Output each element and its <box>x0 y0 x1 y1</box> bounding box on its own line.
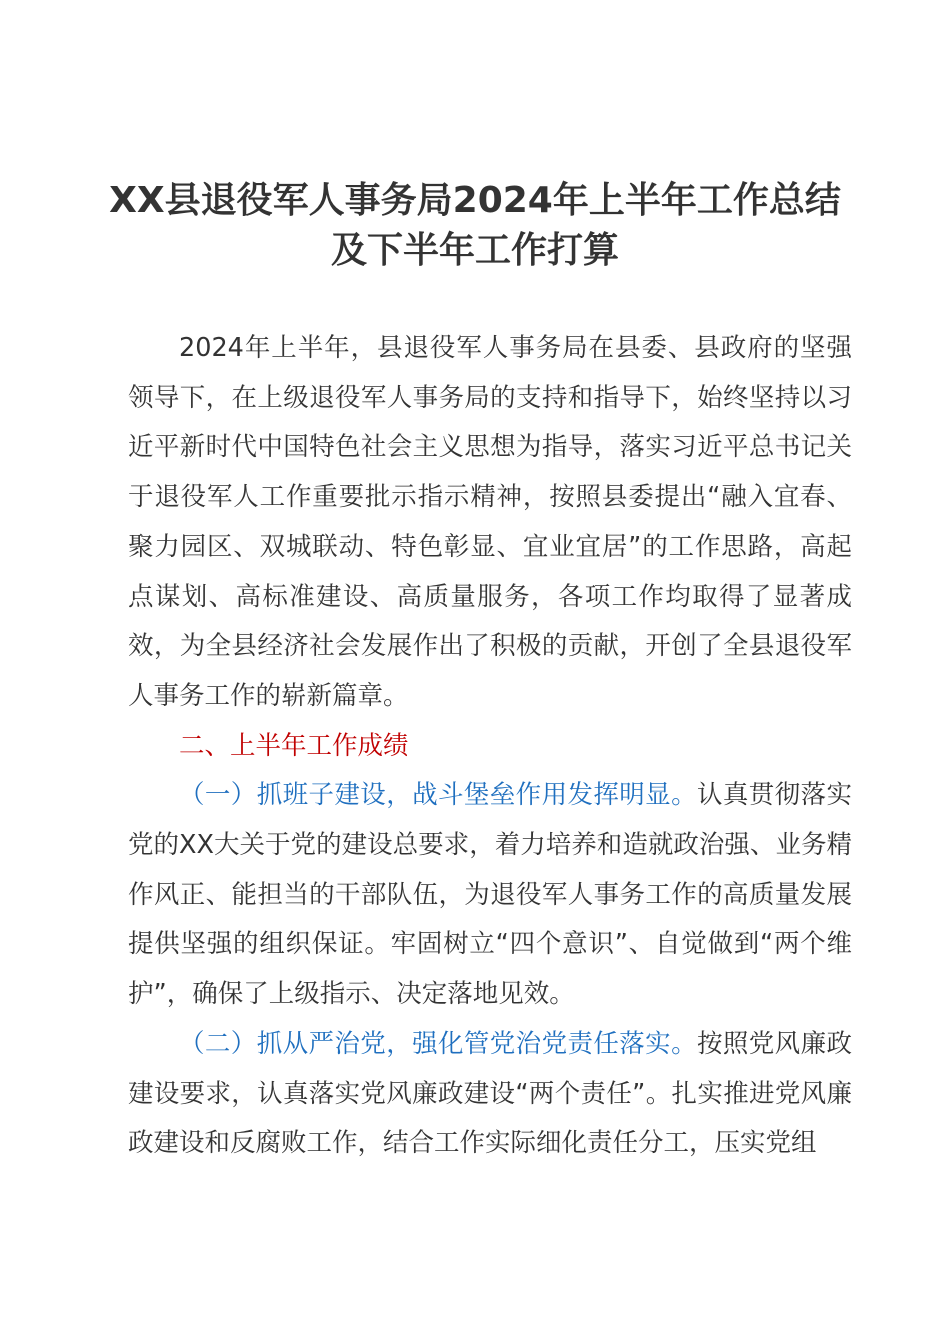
section-heading: 二、上半年工作成绩 <box>179 730 409 761</box>
document-body <box>128 324 852 1169</box>
item-1-paragraph <box>128 771 852 1020</box>
intro-paragraph: 2024年上半年，县退役军人事务局在县委、县政府的坚强领导下，在上级退役军人事务局的支持和指导下，始终坚持以习近平新时代中国特色社会主义思想为指导，落实习近平总书记关于退役军人工作重要批示指示精神，按照县委提出“融入宜春、聚力园区、双城联动、特色彰显、宜业宜居”的工作思路，高起点谋划、高标准建设、高质量服务，各项工作均取得了显著成效，为全县经济社会发展作出了积极的贡献，开创了全县退役军人事务工作的崭新篇章。 <box>128 333 852 711</box>
item-2-heading: （二）抓从严治党，强化管党治党责任落实。 <box>179 1028 697 1059</box>
item-2-paragraph <box>128 1020 852 1169</box>
section-heading-paragraph <box>128 722 852 772</box>
document-title-line-2: 及下半年工作打算 <box>330 230 619 271</box>
item-2-text: 按照党风廉政建设要求，认真落实党风廉政建设“两个责任”。扎实推进党风廉政建设和反腐败工作，结合工作实际细化责任分工，压实党组 <box>128 1028 852 1159</box>
document-title-line-1: XX县退役军人事务局2024年上半年工作总结 <box>109 180 841 221</box>
item-1-text: 认真贯彻落实党的XX大关于党的建设总要求，着力培养和造就政治强、业务精作风正、能担当的干部队伍，为退役军人事务工作的高质量发展提供坚强的组织保证。牢固树立“四个意识”、自觉做到“两个维护”，确保了上级指示、决定落地见效。 <box>128 780 852 1010</box>
item-1-heading: （一）抓班子建设，战斗堡垒作用发挥明显。 <box>179 780 697 811</box>
